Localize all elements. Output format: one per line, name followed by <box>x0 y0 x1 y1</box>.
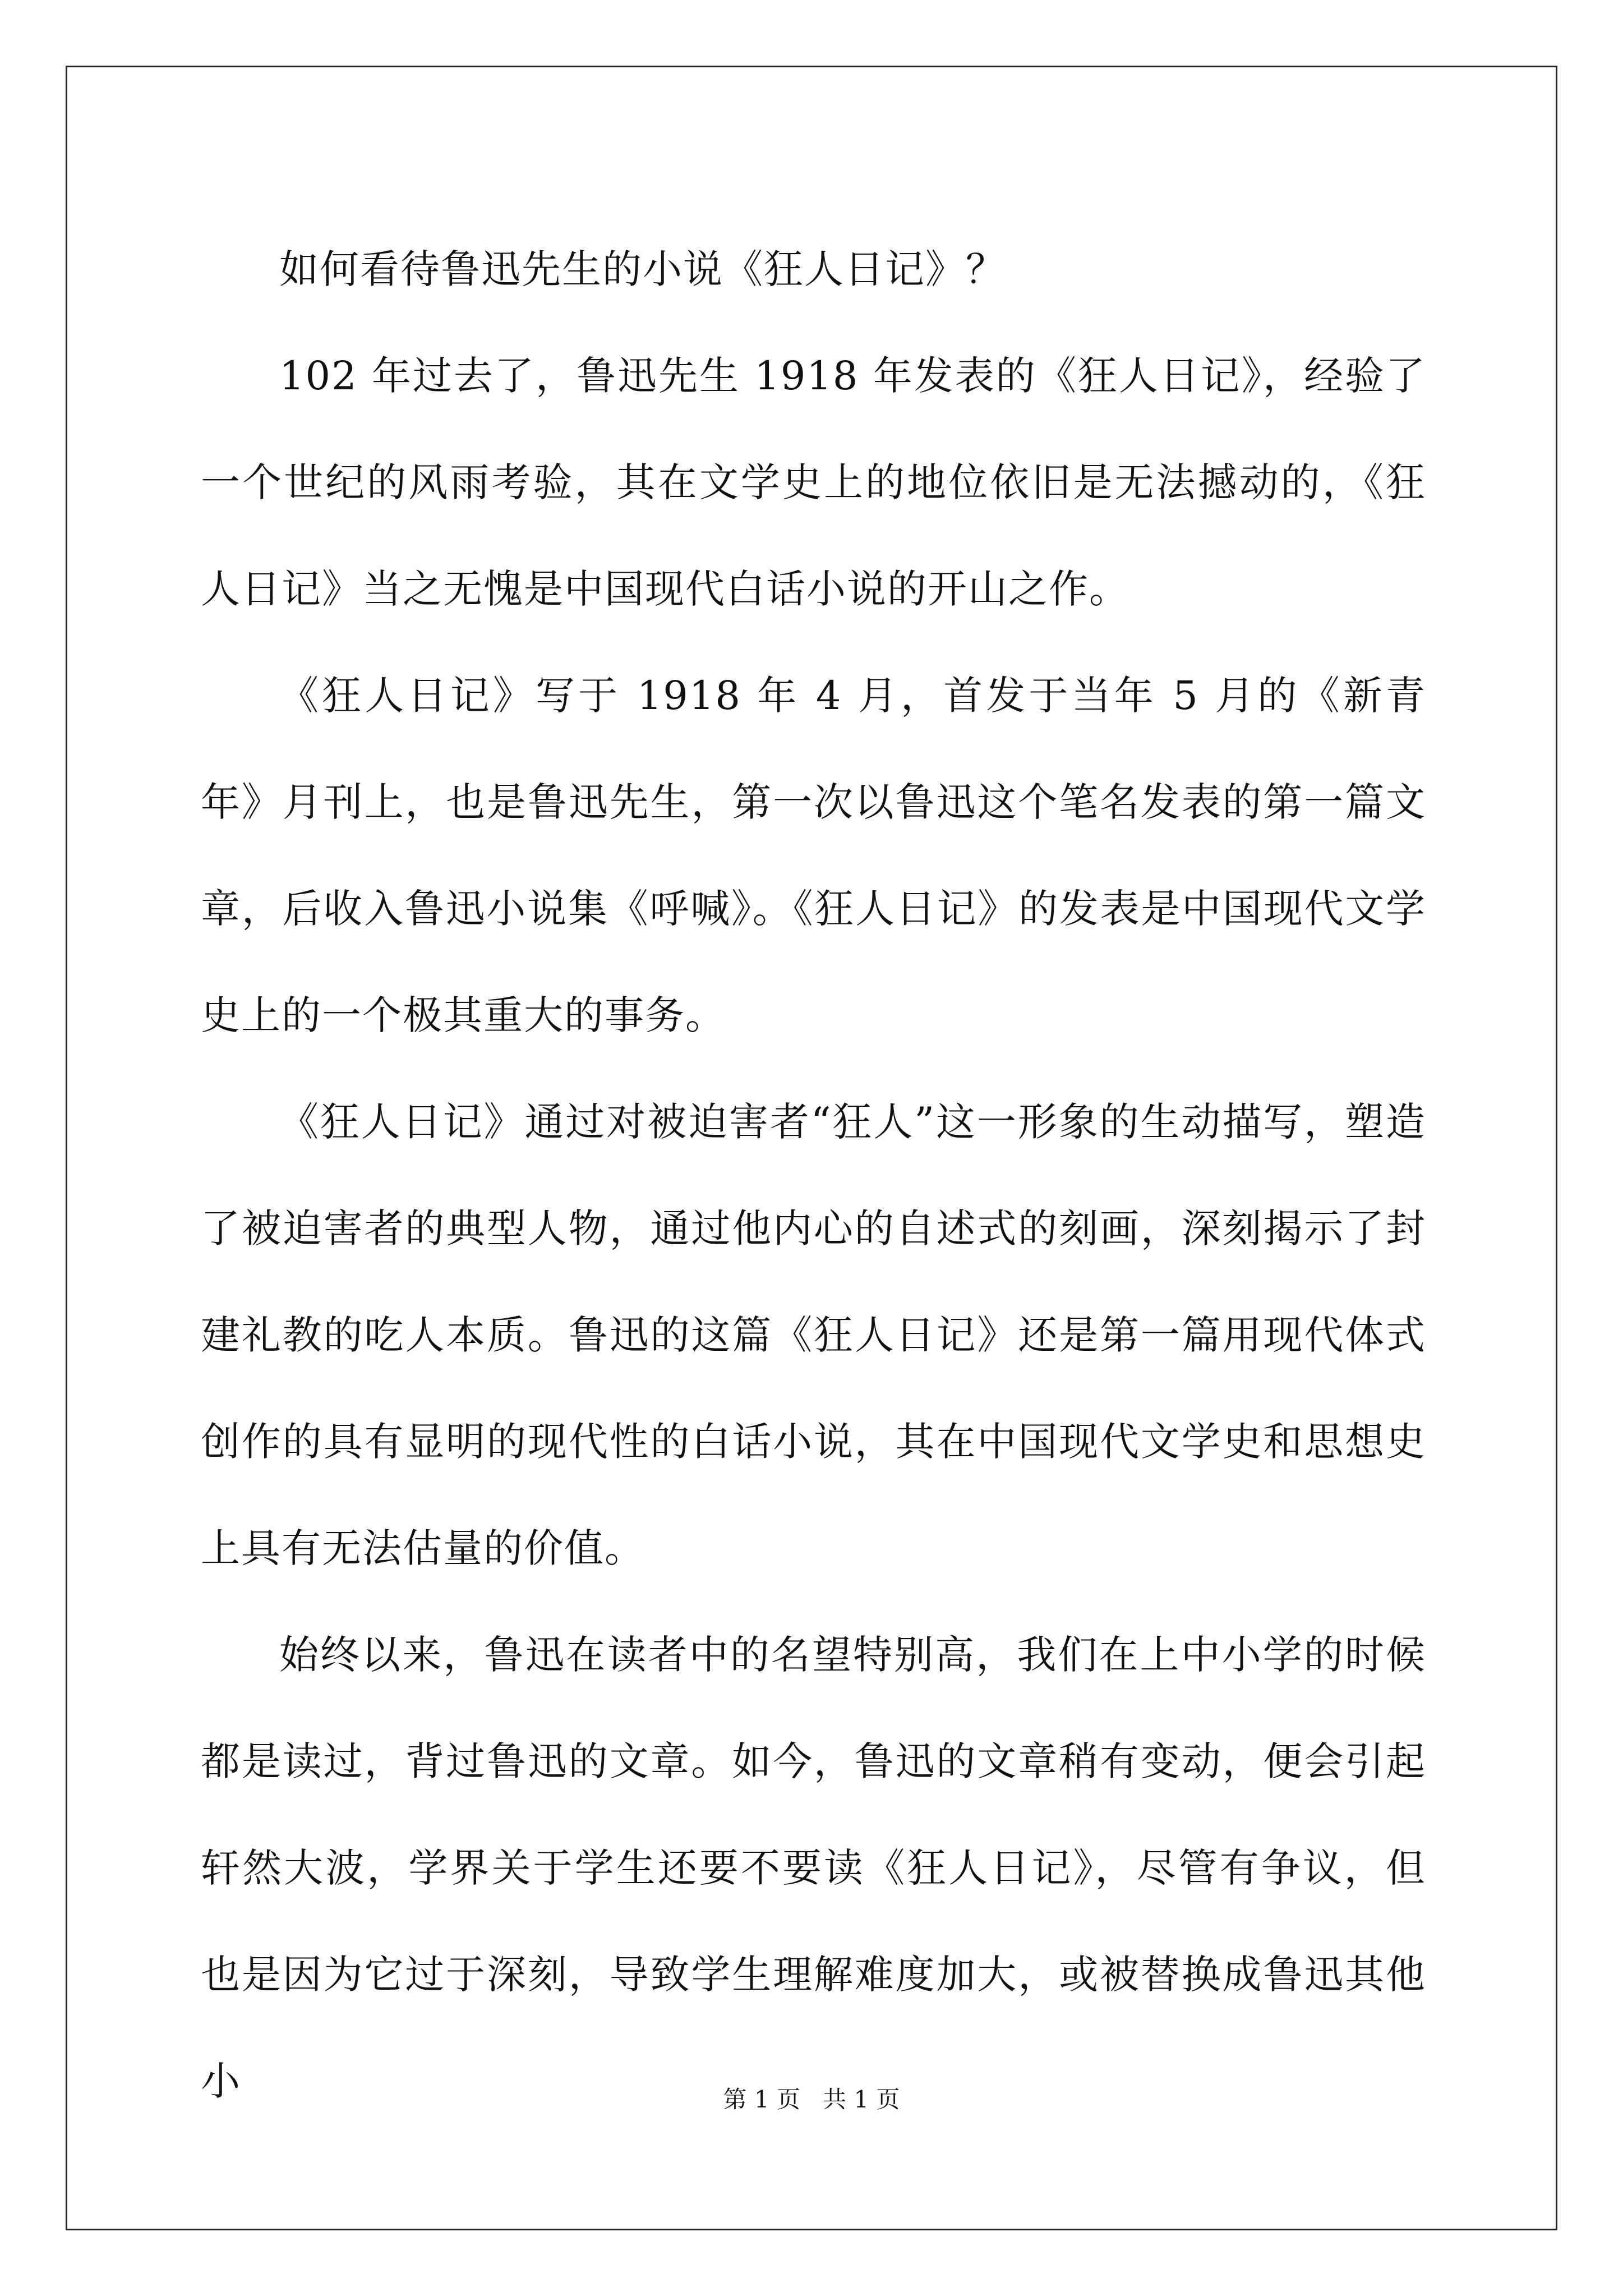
document-title: 如何看待鲁迅先生的小说《狂人日记》？ <box>279 246 1006 292</box>
paragraph: 102 年过去了，鲁迅先生 1918 年发表的《狂人日记》，经验了一个世纪的风雨考验，其在文学史上的地位依旧是无法撼动的，《狂人日记》当之无愧是中国现代白话小说的开山之作。 <box>201 353 1426 612</box>
page-number-footer: 第 1 页 共 1 页 <box>723 2086 900 2113</box>
paragraph: 《狂人日记》写于 1918 年 4 月，首发于当年 5 月的《新青年》月刊上，也是鲁迅先生，第一次以鲁迅这个笔名发表的第一篇文章，后收入鲁迅小说集《呼喊》。《狂人日记》的发表是中国现代文学史上的一个极其重大的事务。 <box>201 673 1426 1038</box>
paragraph: 始终以来，鲁迅在读者中的名望特别高，我们在上中小学的时候都是读过，背过鲁迅的文章。如今，鲁迅的文章稍有变动，便会引起轩然大波，学界关于学生还要不要读《狂人日记》，尽管有争议，但也是因为它过于深刻，导致学生理解难度加大，或被替换成鲁迅其他小 <box>201 1632 1426 2104</box>
document-body <box>201 216 1426 2134</box>
paragraph: 《狂人日记》通过对被迫害者“狂人”这一形象的生动描写，塑造了被迫害者的典型人物，通过他内心的自述式的刻画，深刻揭示了封建礼教的吃人本质。鲁迅的这篇《狂人日记》还是第一篇用现代体式创作的具有显明的现代性的白话小说，其在中国现代文学史和思想史上具有无法估量的价值。 <box>201 1099 1426 1571</box>
